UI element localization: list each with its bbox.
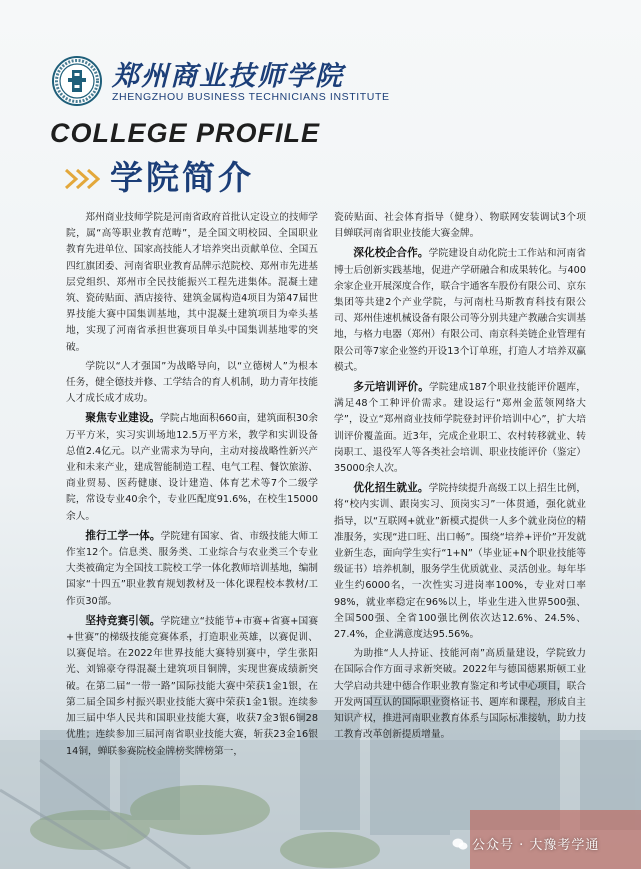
competition-heading: 坚持竞赛引领。	[85, 614, 161, 627]
double-chevron-icon	[64, 168, 100, 190]
right-text-column	[334, 210, 586, 747]
intro-paragraph: 郑州商业技师学院是河南省政府首批认定设立的技师学院，属“高等职业教育范畴”，是全国文明校园、全国职业教育先进单位、国家高技能人才培养突出贡献单位、全国五四红旗团委、河南省职业教育品牌示范院校、郑州市先进基层党组织、郑州市全民技能振兴工程先进集体。混凝土建筑、瓷砖贴面、酒店接待、建筑金属构造4项目为第47届世界技能大赛中国集训基地，其中混凝土建筑项目为牵头基地，实现了河南省承担世赛项目单头中国集训基地零的突破。	[66, 212, 318, 353]
employment-heading: 优化招生就业。	[353, 482, 429, 495]
watermark	[452, 834, 599, 853]
competition-paragraph	[66, 613, 318, 760]
english-section-heading: COLLEGE PROFILE	[50, 118, 321, 148]
cooperation-body: 学院建设自动化院士工作站和河南省博士后创新实践基地，促进产学研融合和成果转化。与400余家企业开展深度合作，联合宇通客车股份有限公司、京东集团等共建2个产业学院，与河南杜马斯教育科技有限公司、郑州佳速机械设备有限公司等分别共建产教融合实训基地，与格力电器（郑州）有限公司、南京科美链企业管理有限公司等7家企业签约开设13个订单班，打造人才培养双赢模式。	[334, 248, 587, 373]
cooperation-paragraph	[334, 245, 586, 376]
cooperation-heading: 深化校企合作。	[353, 247, 429, 260]
employment-paragraph	[334, 480, 586, 643]
school-name-en: ZHENGZHOU BUSINESS TECHNICIANS INSTITUTE	[112, 91, 390, 103]
focus-paragraph	[66, 410, 318, 524]
evaluation-paragraph	[334, 379, 586, 477]
integration-paragraph	[66, 528, 318, 610]
employment-body: 学院持续提升高级工以上招生比例，将“校内实训、跟岗实习、顶岗实习”一体贯通，强化就业指导，以“互联网+就业”新模式提供一人多个就业岗位的精准服务，实现“进口旺、出口畅”。围绕“培养+评价”开发就业新生态，面向学生实行“1+N”（毕业证+N个职业技能等级证书）培养机制，服务学生优质就业、灵活创业。每年毕业生约6000名，一次性实习进岗率100%，专业对口率98%，就业率稳定在96%以上，毕业生进入世界500强、全国500强、全省100强比例依次达12.6%、24.5%、27.4%，企业满意度达95.56%。	[334, 483, 587, 641]
competition-continued: 瓷砖贴面、社会体育指导（健身）、物联网安装调试3个项目蝉联河南省职业技能大赛金牌。	[334, 212, 586, 240]
school-logo-icon	[52, 56, 102, 106]
integration-heading: 推行工学一体。	[85, 529, 161, 542]
focus-heading: 聚焦专业建设。	[85, 412, 161, 425]
mission-paragraph: 学院以“人才强国”为战略导向，以“立德树人”为根本任务，健全德技并修、工学结合的育人机制，助力青年技能人才成长成才成功。	[66, 360, 318, 405]
focus-body: 学院占地面积660亩，建筑面积30余万平方米，实习实训场地12.5万平方米，教学和实训设备总值2.4亿元。以产业需求为导向，主动对接战略性新兴产业和未来产业，建成智能制造工程、电气工程、餐饮旅游、商业贸易、医药健康、设计建造、体育艺术等7个二级学院，常设专业40余个，专业匹配度91.6%，在校生15000余人。	[66, 413, 318, 522]
left-text-column	[66, 210, 318, 763]
evaluation-body: 学院建成187个职业技能评价题库，满足48个工种评价需求。建设运行“郑州金蓝领网络大学”，设立“郑州商业技师学院登封评价培训中心”，扩大培训评价覆盖面。近3年，完成企业职工、农村转移就业、转岗职工、退役军人等各类社会培训、职业技能评价（鉴定）35000余人次。	[334, 382, 586, 475]
international-paragraph: 为助推“人人持证、技能河南”高质量建设，学院致力在国际合作方面寻求新突破。2022年与德国德累斯顿工业大学启动共建中德合作职业教育鉴定和考试中心项目，联合开发两国互认的国际职业资格证书、题库和课程，形成自主知识产权，推进河南职业教育体系与国际标准接轨，助力技工教育改革创新提质增量。	[334, 648, 586, 741]
watermark-text: 公众号 · 大豫考学通	[472, 838, 600, 853]
integration-body: 学院建有国家、省、市级技能大师工作室12个。信息类、服务类、工业综合与农业类三个专业大类被确定为全国技工院校工学一体化教师培训基地，编制国家“十四五”职业教育规划教材及一体化课程校本教材/工作页30部。	[66, 530, 319, 607]
school-name-cn: 郑州商业技师学院	[112, 61, 344, 92]
evaluation-heading: 多元培训评价。	[353, 381, 429, 394]
competition-body: 学院建立“技能节+市赛+省赛+国赛+世赛”的梯级技能竞赛体系，打造职业英雄，以赛促训、以赛促培。在2022年世界技能大赛特别赛中，学生张阳光、刘锦豪夺得混凝土建筑项目铜牌，实现世赛成绩新突破。在第二届“一带一路”国际技能大赛中荣获1金1银，在第二届全国乡村振兴职业技能大赛中荣获1金1银。连续参加三届中华人民共和国职业技能大赛，收获7金3银6铜28优胜；连续参加三届河南省职业技能大赛，斩获23金16银14铜，蝉联参赛院校金牌榜奖牌榜第一，	[66, 615, 319, 757]
page-title: 学院简介	[110, 158, 254, 197]
wechat-icon	[452, 837, 468, 851]
